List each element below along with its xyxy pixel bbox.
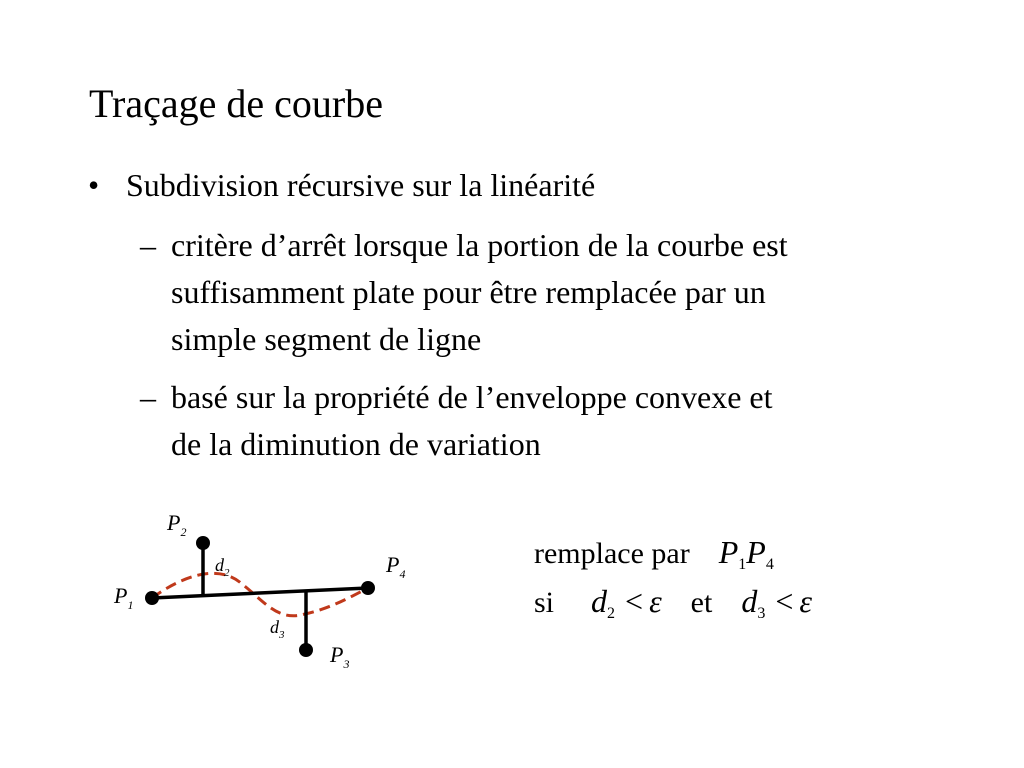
label-p3 <box>329 642 349 671</box>
label-d2-sub: 2 <box>224 567 230 579</box>
sub-item-line: basé sur la propriété de l’enveloppe convexe et <box>171 379 773 415</box>
label-p4-sub: 4 <box>399 567 406 581</box>
sub-item-line: simple segment de ligne <box>171 321 482 357</box>
epsilon-symbol: ε <box>649 583 662 619</box>
label-p1 <box>113 583 133 612</box>
epsilon-symbol: ε <box>799 583 812 619</box>
bullet-symbol: • <box>88 167 100 203</box>
sub-item-stop-criterion <box>140 222 788 363</box>
bullet-item <box>88 165 595 205</box>
segment-p1-sub: 1 <box>738 556 747 573</box>
control-point-p1 <box>145 591 159 605</box>
sub-item-line: suffisamment plate pour être remplacée par un <box>171 274 766 310</box>
label-p3-sub: 3 <box>343 657 350 671</box>
curve-subdivision-diagram <box>100 500 440 680</box>
label-d3-sub: 3 <box>279 629 285 641</box>
and-text: et <box>690 586 713 619</box>
segment-p4-name: P <box>746 534 766 570</box>
control-point-p4 <box>361 581 375 595</box>
label-d3 <box>270 617 285 641</box>
sub-item-line: critère d’arrêt lorsque la portion de la courbe est <box>171 227 788 263</box>
slide-title: Traçage de courbe <box>89 81 383 126</box>
replace-text: remplace par <box>534 537 690 570</box>
condition-d2 <box>591 583 662 622</box>
label-p1-name: P <box>114 583 128 608</box>
label-p2-sub: 2 <box>180 525 187 539</box>
segment-p1p4 <box>718 534 774 573</box>
control-point-p2 <box>196 536 210 550</box>
d3-sub: 3 <box>757 605 766 622</box>
sub-item-dash: – <box>140 379 156 415</box>
if-text: si <box>534 586 555 619</box>
label-p2 <box>166 510 186 539</box>
label-p4-name: P <box>386 552 400 577</box>
segment-p1-name: P <box>718 534 739 570</box>
lt-symbol: < <box>775 583 794 619</box>
segment-p4-sub: 4 <box>765 556 774 573</box>
label-p2-name: P <box>167 510 181 535</box>
d2-name: d <box>591 583 608 619</box>
d2-sub: 2 <box>607 605 616 622</box>
chord-p1-p4 <box>152 588 368 598</box>
d3-name: d <box>741 583 758 619</box>
sub-item-dash: – <box>140 227 156 263</box>
control-point-p3 <box>299 643 313 657</box>
label-p3-name: P <box>330 642 344 667</box>
label-d2-name: d <box>215 555 224 575</box>
replacement-statement <box>534 534 774 583</box>
label-p4 <box>385 552 405 581</box>
label-p1-sub: 1 <box>127 598 134 612</box>
lt-symbol: < <box>625 583 644 619</box>
condition-d3 <box>741 583 812 622</box>
flatness-condition <box>534 583 812 632</box>
sub-item-convex-hull <box>140 374 773 468</box>
label-d3-name: d <box>270 617 279 637</box>
sub-item-line: de la diminution de variation <box>171 426 541 462</box>
bullet-text: Subdivision récursive sur la linéarité <box>126 167 596 203</box>
